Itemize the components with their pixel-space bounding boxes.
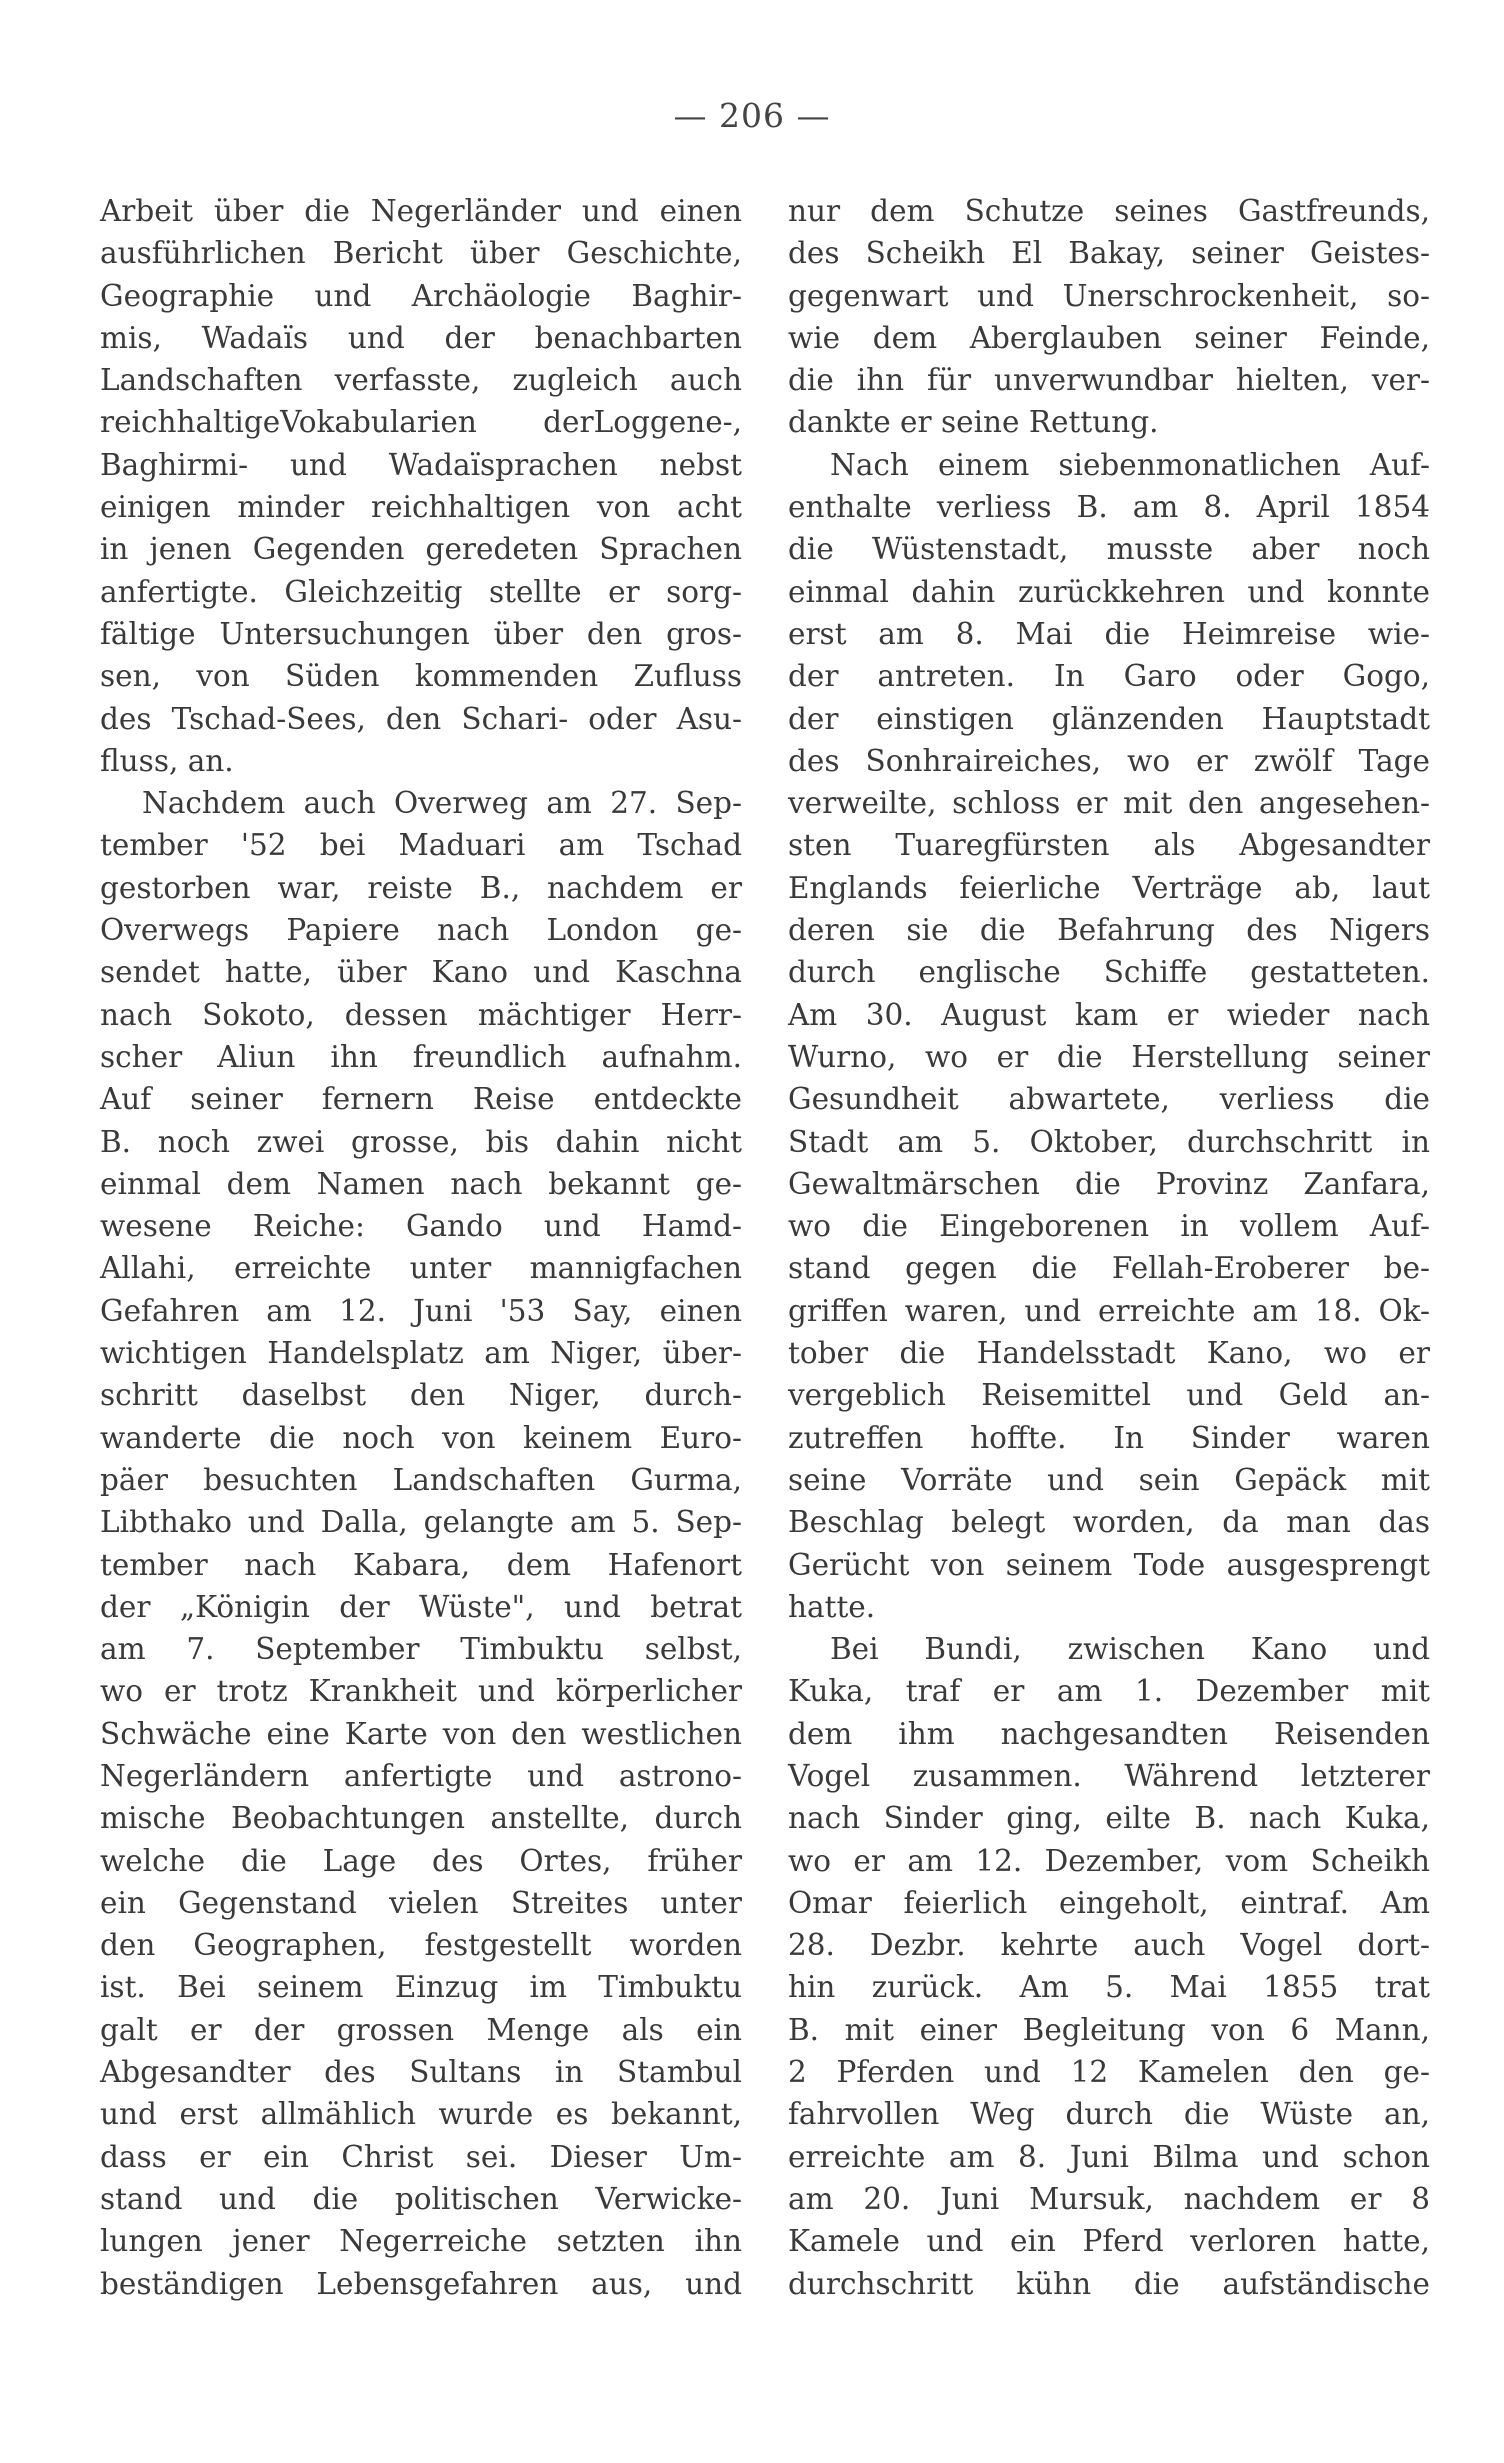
text-line: fältige Untersuchungen über den gros- [100,616,742,651]
text-line: ein Gegenstand vielen Streites unter [100,1885,742,1920]
text-line: galt er der grossen Menge als ein [100,2012,742,2047]
text-line: Libthako und Dalla, gelangte am 5. Sep- [100,1505,742,1540]
text-line: erst am 8. Mai die Heimreise wie- [788,616,1430,651]
text-line: Gewaltmärschen die Provinz Zanfara, [788,1166,1430,1201]
text-line: vergeblich Reisemittel und Geld an- [788,1378,1430,1413]
text-line: deren sie die Befahrung des Nigers [788,913,1430,948]
text-line: Nach einem siebenmonatlichen Auf- [830,447,1430,482]
text-line: des Tschad-Sees, den Schari- oder Asu- [100,701,742,736]
text-line: wanderte die noch von keinem Euro- [100,1420,742,1455]
text-line: nach Sinder ging, eilte B. nach Kuka, [788,1801,1430,1836]
page-number: — 206 — [673,96,831,135]
text-line: ist. Bei seinem Einzug im Timbuktu [100,1970,742,2005]
text-line: Gefahren am 12. Juni '53 Say, einen [100,1293,742,1328]
text-line: Bei Bundi, zwischen Kano und [830,1632,1430,1667]
text-line: Beschlag belegt worden, da man das [788,1505,1430,1540]
text-line: fluss, an. [100,743,234,778]
text-line: anfertigte. Gleichzeitig stellte er sorg- [100,574,742,609]
text-line: tember '52 bei Maduari am Tschad [100,828,742,863]
text-line: wesene Reiche: Gando und Hamd- [100,1209,742,1244]
text-line: einmal dahin zurückkehren und konnte [788,574,1430,609]
text-line: nach Sokoto, dessen mächtiger Herr- [100,997,742,1032]
text-line: Auf seiner fernern Reise entdeckte [100,1082,742,1117]
text-line: Negerländern anfertigte und astrono- [100,1758,742,1793]
text-line: tober die Handelsstadt Kano, wo er [788,1336,1430,1371]
text-line: Arbeit über die Negerländer und einen [100,194,742,228]
text-line: enthalte verliess B. am 8. April 1854 [788,490,1430,525]
text-line: Gerücht von seinem Tode ausgesprengt [788,1547,1430,1582]
text-line: Wurno, wo er die Herstellung seiner [788,1039,1430,1074]
text-line: scher Aliun ihn freundlich aufnahm. [100,1039,742,1074]
text-line: beständigen Lebensgefahren aus, und [100,2266,742,2301]
text-line: verweilte, schloss er mit den angesehen- [788,786,1430,821]
text-line: Baghirmi- und Wadaïsprachen nebst [100,447,742,482]
text-line: dem ihm nachgesandten Reisenden [788,1716,1430,1751]
text-line: durch englische Schiffe gestatteten. [788,955,1430,990]
text-line: päer besuchten Landschaften Gurma, [100,1462,742,1497]
text-column-left [100,190,742,2305]
text-line: in jenen Gegenden geredeten Sprachen [100,532,742,567]
text-line: 2 Pferden und 12 Kamelen den ge- [788,2055,1430,2090]
text-line: durchschritt kühn die aufständische [788,2266,1430,2301]
text-line: am 7. September Timbuktu selbst, [100,1632,742,1667]
text-line: welche die Lage des Ortes, früher [100,1843,742,1878]
text-line: Stadt am 5. Oktober, durchschritt in [788,1124,1430,1159]
text-line: 28. Dezbr. kehrte auch Vogel dort- [788,1928,1430,1963]
text-line: reichhaltigeVokabularien derLoggene-, [100,405,742,440]
text-line: erreichte am 8. Juni Bilma und schon [788,2139,1430,2174]
text-line: einmal dem Namen nach bekannt ge- [100,1166,742,1201]
text-line: einigen minder reichhaltigen von acht [100,490,742,525]
text-line: und erst allmählich wurde es bekannt, [100,2097,742,2132]
text-line: Allahi, erreichte unter mannigfachen [100,1251,742,1286]
text-line: sen, von Süden kommenden Zufluss [100,659,742,694]
text-line: Nachdem auch Overweg am 27. Sep- [142,786,742,821]
text-line: lungen jener Negerreiche setzten ihn [100,2224,742,2259]
text-line: der einstigen glänzenden Hauptstadt [788,701,1430,736]
text-line: nur dem Schutze seines Gastfreunds, [788,194,1430,228]
text-line: der „Königin der Wüste", und betrat [100,1589,742,1624]
text-line: schritt daselbst den Niger, durch- [100,1378,742,1413]
text-line: Omar feierlich eingeholt, eintraf. Am [788,1885,1430,1920]
text-line: fahrvollen Weg durch die Wüste an, [788,2097,1430,2132]
text-line: am 20. Juni Mursuk, nachdem er 8 [788,2181,1430,2216]
text-line: gestorben war, reiste B., nachdem er [100,870,742,905]
text-line: Geographie und Archäologie Baghir- [100,278,742,313]
text-line: tember nach Kabara, dem Hafenort [100,1547,742,1582]
text-line: mis, Wadaïs und der benachbarten [100,320,742,355]
text-line: Vogel zusammen. Während letzterer [788,1758,1430,1793]
text-line: den Geographen, festgestellt worden [100,1928,742,1963]
text-line: sten Tuaregfürsten als Abgesandter [788,828,1430,863]
text-line: griffen waren, und erreichte am 18. Ok- [788,1293,1430,1328]
text-line: ausführlichen Bericht über Geschichte, [100,236,742,271]
text-line: sendet hatte, über Kano und Kaschna [100,955,742,990]
text-line: stand und die politischen Verwicke- [100,2181,742,2216]
text-line: wie dem Aberglauben seiner Feinde, [788,320,1430,355]
text-line: wichtigen Handelsplatz am Niger, über- [100,1336,742,1371]
text-line: die Wüstenstadt, musste aber noch [788,532,1430,567]
text-line: zutreffen hoffte. In Sinder waren [788,1420,1430,1455]
text-line: B. mit einer Begleitung von 6 Mann, [788,2012,1430,2047]
text-line: hin zurück. Am 5. Mai 1855 trat [788,1970,1430,2005]
text-line: wo er trotz Krankheit und körperlicher [100,1674,742,1709]
text-line: mische Beobachtungen anstellte, durch [100,1801,742,1836]
text-line: wo er am 12. Dezember, vom Scheikh [788,1843,1430,1878]
text-line: der antreten. In Garo oder Gogo, [788,659,1430,694]
text-line: Overwegs Papiere nach London ge- [100,913,742,948]
text-line: Am 30. August kam er wieder nach [788,997,1430,1032]
text-line: Kuka, traf er am 1. Dezember mit [788,1674,1430,1709]
text-line: Abgesandter des Sultans in Stambul [100,2055,742,2090]
text-line: Kamele und ein Pferd verloren hatte, [788,2224,1430,2259]
text-line: Schwäche eine Karte von den westlichen [100,1716,742,1751]
text-line: hatte. [788,1589,876,1624]
text-line: Landschaften verfasste, zugleich auch [100,363,742,398]
text-line: des Sonhraireiches, wo er zwölf Tage [788,743,1430,778]
text-line: wo die Eingeborenen in vollem Auf- [788,1209,1430,1244]
text-line: Gesundheit abwartete, verliess die [788,1082,1430,1117]
text-line: die ihn für unverwundbar hielten, ver- [788,363,1430,398]
text-line: Englands feierliche Verträge ab, laut [788,870,1430,905]
text-line: seine Vorräte und sein Gepäck mit [788,1462,1430,1497]
text-line: stand gegen die Fellah-Eroberer be- [788,1251,1430,1286]
text-line: gegenwart und Unerschrockenheit, so- [788,278,1430,313]
text-line: des Scheikh El Bakay, seiner Geistes- [788,236,1430,271]
text-line: B. noch zwei grosse, bis dahin nicht [100,1124,742,1159]
text-line: dass er ein Christ sei. Dieser Um- [100,2139,742,2174]
text-column-right [788,190,1430,2305]
text-line: dankte er seine Rettung. [788,405,1159,440]
